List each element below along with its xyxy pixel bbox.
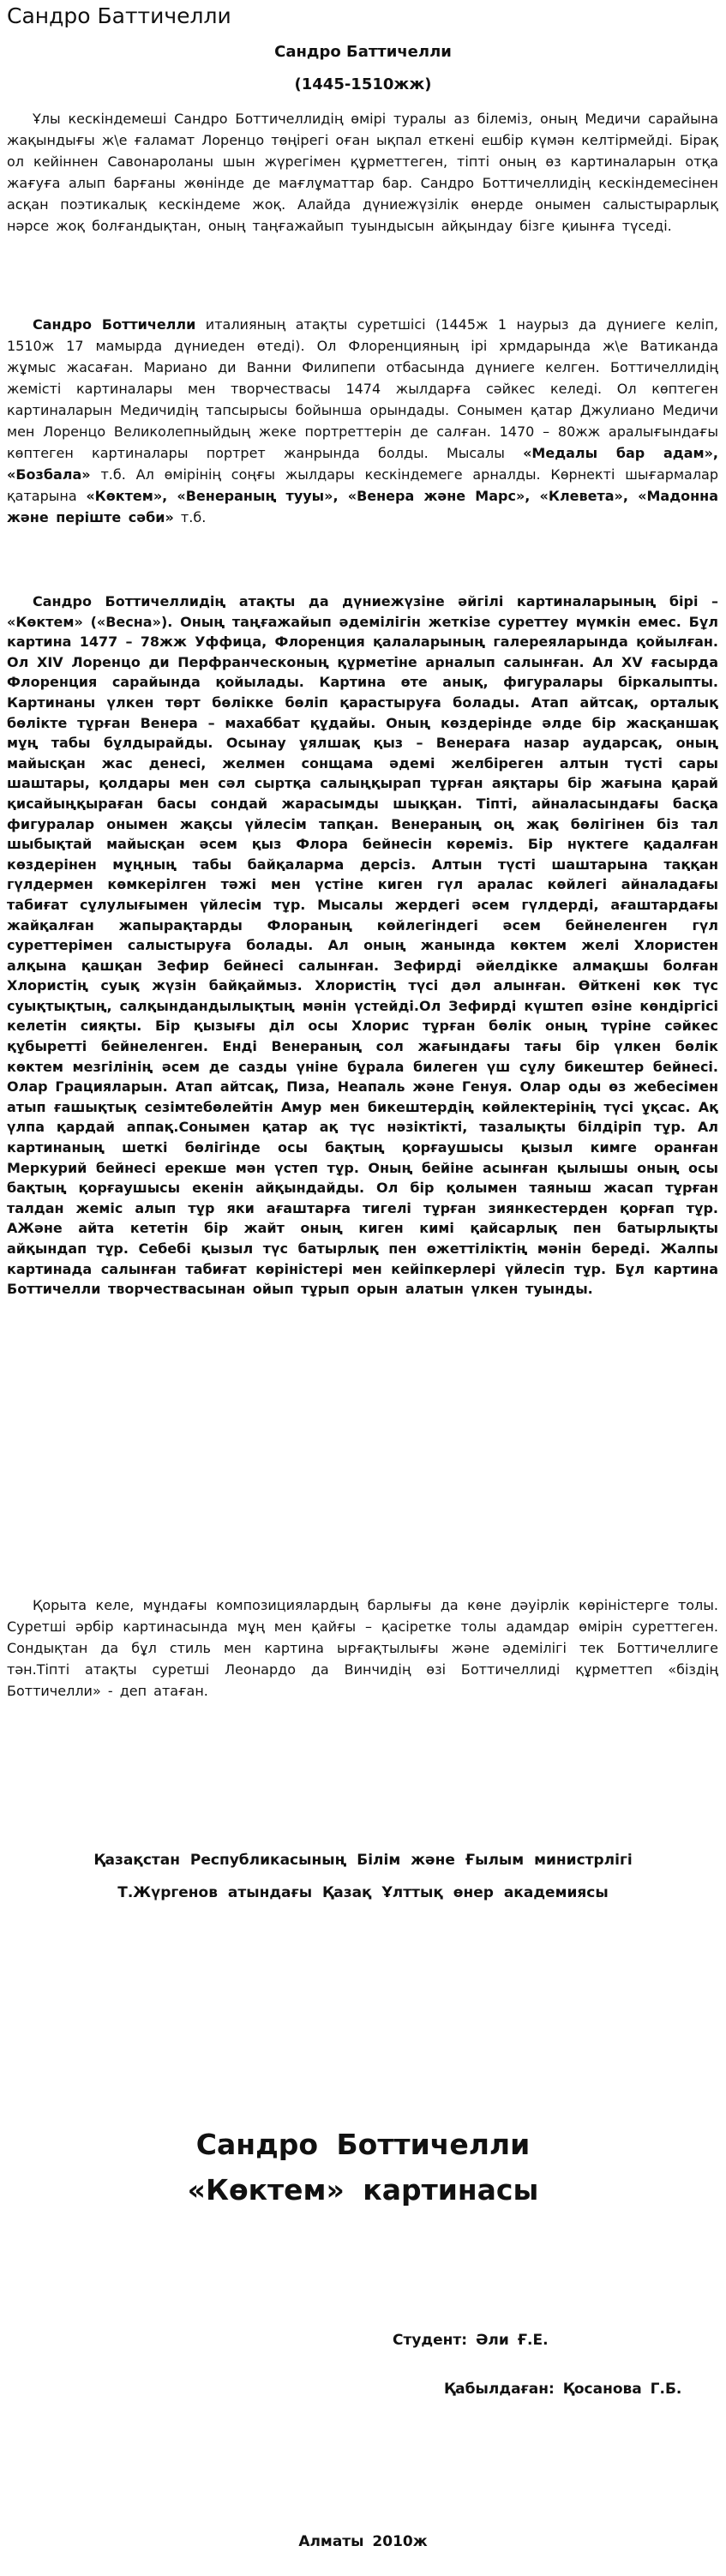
cover-title-line-1: Сандро Боттичелли: [195, 2128, 531, 2161]
heading-name: Сандро Баттичелли: [274, 43, 452, 61]
conclusion-text: Қорыта келе, мұндағы композициялардың барлығы да көне дәуірлік көріністерге толы. Суретші әрбір картинасында мұң мен қайғы – қасіретке толы адамдар өмірін суреттеген. Сондықтан да бұл стиль мен картина ырғақтылығы және әдемілігі тек Боттичеллиге тән.Тіпті атақты суретші Леонардо да Винчидің өзі Боттичеллиді құрметтеп «біздің Боттичелли» - деп атаған.: [7, 1597, 718, 1699]
notable-works: «Көктем», «Венераның тууы», «Венера және Марс», «Клевета», «Мадонна және періште сәби»: [7, 488, 719, 525]
academy-line: Т.Жүргенов атындағы Қазақ Ұлттық өнер академиясы: [117, 1884, 609, 1901]
student-name: Студент: Әли Ғ.Е.: [393, 2332, 549, 2349]
intro-text: Ұлы кескіндемеші Сандро Боттичеллидің өмірі туралы аз білеміз, оның Медичи сарайына жақындығы ж\е ғаламат Лоренцо төңірегі оған ықпал еткені ешбір күмән келтірмейді. Бірақ ол кейіннен Савонароланы шын жүрегімен құрметтеген, тіпті оның өз картиналарын отқа жағуға алып барғаны жөнінде де мағлұматтар бар. Сандро Боттичеллидің кескіндемесінен асқан поэтикалық кескіндеме жоқ. Алайда дүниежүзілік өнерде онымен салыстырарлық нәрсе жоқ болғандықтан, оның таңғажайып туындысын айқындау бізге қиынға түседі.: [7, 111, 718, 234]
painting-description-paragraph: [7, 591, 718, 1300]
portrait-works: «Медалы бар адам», «Бозбала»: [7, 445, 718, 483]
heading-years: (1445-1510жж): [294, 75, 432, 93]
supervisor-name: Қабылдаған: Қосанова Г.Б.: [444, 2381, 682, 2398]
painting-description-text: Сандро Боттичеллидің атақты да дүниежүзіне әйгілі картиналарының бірі – «Көктем» («Весна»). Оның таңғажайып әдемілігін жеткізе суреттеу мүмкін емес. Бұл картина 1477 – 78жж Уффица, Флоренция қалаларының галереяларында қойылған. Ол XIV Лоренцо ди Перфранческоның құрметіне арналып салынған. Ал XV ғасырда Флоренция сарайында қойылады. Картина өте анық, фигуралары біркалыпты. Картинаны үлкен төрт бөлікке бөліп қарастыруға болады. Атап айтсақ, орталық бөлікте тұрған Венера – махаббат құдайы. Оның көздерінде әлде бір жасқаншақ мұң табы бұлдырайды. Осынау ұялшақ қыз – Венераға назар аударсақ, оның майысқан жас денесі, желмен сонщама әдемі желбіреген алтын түсті сары шаштары, қолдары мен сәл сыртқа салыңқырап тұрған аяқтары бір жағына қарай қисайыңқыраған басы сондай жарасымды шыққан. Тіпті, айналасындағы басқа фигуралар онымен жақсы үйлесім тапқан. Венераның оң жақ бөлігінен біз тал шыбықтай майысқан әсем қыз Флора бейнесін көреміз. Бір нүктеге қадалған көздерінен мұңның табы байқаларма дерсіз. Алтын түсті шаштарына таққан гүлдермен көмкерілген тәжі мен үстіне киген гүл аралас көйлегі айналадағы табиғат сұлулығымен үйлесім тұр. Мысалы жердегі әсем гүлдерді, ағаштардағы жайқалған жапырақтарды Флораның көйлегіндегі әсем бейнеленген гүл суреттерімен салыстыруға болады. Ал оның жанында көктем желі Хлористен алқына қашқан Зефир бейнесі салынған. Зефирді әйелдікке алмақшы болған Хлористің суық жүзін байқаймыз. Хлористің түсі дәл алынған. Өйткені көк түс суықтықтың, салқындандылықтың мәнін үстейді.Ол Зефирді күштеп өзіне көндіргісі келетін сияқты. Бір қызығы діл осы Хлорис тұрған бөлік оның түріне сәйкес құбыретті бейнеленген. Енді Венераның сол жағындағы тағы бір үлкен бөлік көктем мезгілінің әсем де сазды үніне бұрала билеген үш сұлу бикештер бейнесі. Олар Грацияларын. Атап айтсақ, Пиза, Неапаль және Генуя. Олар оды өз жебесімен атып ғашықтық сезімтебөлейтін Амур мен бикештердің көйлектерінің түсі ұқсас. Ақ үлпа қардай аппақ.Сонымен қатар ақ түс нәзіктікті, тазалықты білдіріп тұр. Ал картинаның шеткі бөлігінде осы бақтың қорғаушысы қызыл кимге оранған Меркурий бейнесі ерекше мән үстеп тұр. Оның бейіне асынған қылышы оның осы бақтың қорғаушысы екенін айқындайды. Ол бір қолымен таяныш жасап тұрған талдан жеміс алып тұр яки ағаштарға тигелі тұрған зиянкестерден қорғап тұр. АЖәне айта кететін бір жайт оның киген кимі қайсарлық пен батырлықты айқындап тұр. Себебі қызыл түс батырлық пен өжеттіліктің мәнін береді. Жалпы картинада салынған табиғат көріністері мен кейіпкерлері үйлесіп тұр. Бұл картина Боттичелли творчествасынан ойып тұрып орын алатын үлкен туынды.: [7, 593, 718, 1298]
biography-text-e: т.б.: [173, 509, 207, 525]
footer-city-year: Алматы 2010ж: [298, 2533, 428, 2550]
intro-paragraph: [7, 108, 718, 237]
cover-title-line-2: «Көктем» картинасы: [187, 2173, 539, 2207]
document-title: Сандро Баттичелли: [7, 3, 231, 28]
biography-paragraph: [7, 314, 718, 528]
conclusion-paragraph: [7, 1594, 718, 1702]
ministry-line: Қазақстан Республикасының Білім және Ғылым министрлігі: [93, 1852, 633, 1869]
biography-text-c: т.б. Ал өмірінің соңғы жылдары кескіндемеге арналды. Көрнекті шығармалар қатарына: [7, 466, 718, 504]
biography-text-a: италияның атақты суретшісі (1445ж 1 наурыз да дүниеге келіп, 1510ж 17 мамырда дүниеден өтеді). Ол Флоренцияның ірі хрмдарында ж\е Ватиканда жұмыс жасаған. Мариано ди Ванни Филипепи отбасында дүниеге келген. Боттичеллидің жемісті картиналары мен творчествасы 1474 жылдарға сәйкес келеді. Ол көптеген картиналарын Медичидің тапсырысы бойынша орындады. Сонымен қатар Джулиано Медичи мен Лоренцо Великолепныйдың жеке портреттерін де салған. 1470 – 80жж аралығындағы көптеген картиналары портрет жанрында болды. Мысалы: [7, 316, 718, 461]
artist-name: Сандро Боттичелли: [33, 316, 196, 333]
